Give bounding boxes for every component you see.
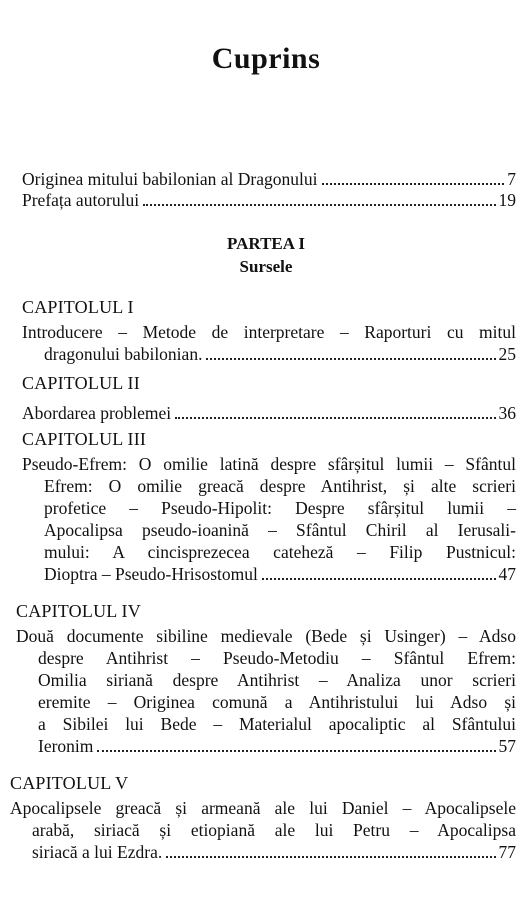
entry-last-line	[22, 402, 516, 424]
chapter-heading: CAPITOLUL II	[22, 373, 140, 393]
toc-entry-origin	[22, 168, 516, 190]
entry-line: siriacă a lui Ezdra.	[32, 842, 163, 862]
entry-line: mului: A cincisprezecea cateheză – Filip Pustnicul:	[44, 542, 516, 562]
toc-page-number: 36	[498, 403, 516, 423]
toc-page-number: 47	[498, 564, 516, 584]
toc-entry-label: Prefața autorului	[22, 190, 140, 210]
dot-leader	[97, 750, 495, 752]
entry-line: Două documente sibiline medievale (Bede și Usinger) – Adso	[16, 626, 516, 646]
dot-leader	[262, 578, 496, 580]
entry-line: Apocalipsa pseudo-ioanină – Sfântul Chiril al Ierusali-	[44, 520, 516, 540]
chapter-heading: CAPITOLUL III	[22, 429, 147, 449]
chapter-entry	[22, 321, 516, 365]
chapter-heading: CAPITOLUL IV	[16, 601, 141, 621]
entry-line: eremite – Originea comună a Antihristului lui Adso și	[38, 692, 516, 712]
entry-line: Dioptra – Pseudo-Hrisostomul	[44, 564, 258, 584]
chapter-heading: CAPITOLUL V	[10, 773, 129, 793]
chapter-entry	[22, 453, 516, 585]
page-title: Cuprins	[211, 42, 321, 75]
part-heading: PARTEA I	[227, 234, 305, 253]
entry-last-line	[22, 343, 516, 365]
entry-line: Introducere – Metode de interpretare – Raporturi cu mitul	[22, 322, 516, 342]
chapter-entry	[16, 625, 516, 757]
toc-page-number: 77	[498, 842, 516, 862]
part-subtitle: Sursele	[239, 257, 293, 276]
dot-leader	[166, 856, 495, 858]
entry-line: despre Antihrist – Pseudo-Metodiu – Sfântul Efrem:	[38, 648, 516, 668]
chapter-entry	[10, 797, 516, 863]
toc-page-number: 19	[498, 190, 516, 210]
entry-last-line	[22, 563, 516, 585]
entry-line: Abordarea problemei	[22, 403, 172, 423]
entry-line: Ieronim	[38, 736, 94, 756]
entry-last-line	[10, 841, 516, 863]
dot-leader	[175, 417, 495, 419]
toc-page-number: 7	[507, 169, 516, 189]
entry-last-line	[16, 735, 516, 757]
chapter-heading: CAPITOLUL I	[22, 297, 134, 317]
toc-page-number: 25	[498, 344, 516, 364]
entry-line: Apocalipsele greacă și armeană ale lui Daniel – Apocalipsele	[10, 798, 516, 818]
chapter-entry	[22, 402, 516, 424]
entry-line: Pseudo-Efrem: O omilie latină despre sfârșitul lumii – Sfântul	[22, 454, 516, 474]
dot-leader	[143, 204, 495, 206]
toc-page-number: 57	[498, 736, 516, 756]
entry-line: dragonului babilonian.	[44, 344, 203, 364]
entry-line: Efrem: O omilie greacă despre Antihrist, și alte scrieri	[44, 476, 516, 496]
toc-entry-preface	[22, 189, 516, 211]
toc-entry-label: Originea mitului babilonian al Dragonului	[22, 169, 318, 189]
dot-leader	[322, 183, 505, 185]
entry-line: a Sibilei lui Bede – Materialul apocaliptic al Sfântului	[38, 714, 516, 734]
dot-leader	[206, 358, 495, 360]
entry-line: profetice – Pseudo-Hipolit: Despre sfârșitul lumii –	[44, 498, 516, 518]
entry-line: Omilia siriană despre Antihrist – Analiza unor scrieri	[38, 670, 516, 690]
entry-line: arabă, siriacă și etiopiană ale lui Petru – Apocalipsa	[32, 820, 516, 840]
